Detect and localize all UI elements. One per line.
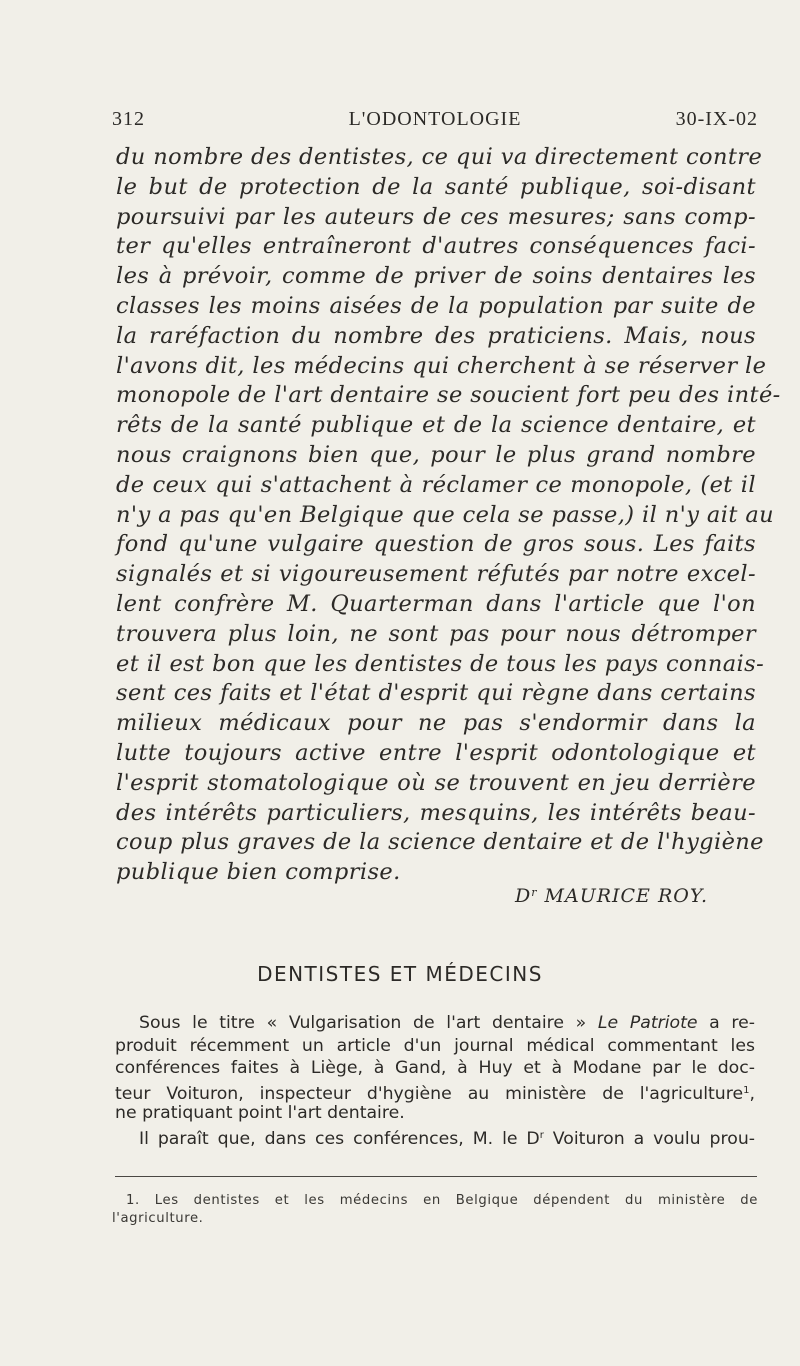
text-line <box>115 1125 755 1148</box>
footnote-divider <box>115 1176 757 1177</box>
text-line: lutte toujours active entre l'esprit odontologique et <box>116 739 756 766</box>
text-line: coup plus graves de la science dentaire et de l'hygiène <box>116 829 764 856</box>
text-line: n'y a pas qu'en Belgique que cela se passe,) il n'y ait au <box>116 501 775 528</box>
text-line: fond qu'une vulgaire question de gros sous. Les faits <box>116 531 756 558</box>
section-title: DENTISTES ET MÉDECINS <box>257 962 543 986</box>
body-paragraph <box>115 1012 755 1148</box>
text-line: lent confrère M. Quarterman dans l'article que l'on <box>116 590 756 617</box>
text-line: les à prévoir, comme de priver de soins dentaires les <box>116 263 756 290</box>
text-line: l'avons dit, les médecins qui cherchent à se réserver le <box>116 352 767 379</box>
journal-title: L'ODONTOLOGIE <box>348 108 522 130</box>
text-line: du nombre des dentistes, ce qui va directement contre <box>116 144 763 170</box>
text-line <box>115 1012 755 1035</box>
text-line: rêts de la santé publique et de la science dentaire, et <box>116 412 756 439</box>
text-line: monopole de l'art dentaire se soucient fort peu des inté- <box>116 382 781 409</box>
signature-prefix: D <box>514 885 532 907</box>
text-span: Voituron a voulu prou- <box>543 1128 756 1149</box>
footnote-line: l'agriculture. <box>112 1211 204 1226</box>
text-line: produit récemment un article d'un journal médical commentant les <box>115 1035 755 1056</box>
text-line: et il est bon que les dentistes de tous les pays connais- <box>116 650 765 677</box>
issue-date: 30-IX-02 <box>675 108 758 130</box>
text-line: milieux médicaux pour ne pas s'endormir dans la <box>116 710 756 737</box>
text-span: , <box>749 1083 755 1104</box>
text-line: sent ces faits et l'état d'esprit qui règne dans certains <box>116 680 756 707</box>
text-line: signalés et si vigoureusement réfutés par notre excel- <box>116 561 756 588</box>
text-line: de ceux qui s'attachent à réclamer ce monopole, (et il <box>116 471 756 498</box>
footnote-marker: 1 <box>743 1084 750 1096</box>
text-span: Sous le titre « Vulgarisation de l'art dentaire » <box>139 1013 598 1033</box>
page-number: 312 <box>112 108 145 130</box>
text-line: nous craignons bien que, pour le plus grand nombre <box>116 441 756 468</box>
text-line: ne pratiquant point l'art dentaire. <box>115 1103 405 1124</box>
text-span: teur Voituron, inspecteur d'hygiène au ministère de l'agriculture <box>115 1083 744 1104</box>
text-span: Il paraît que, dans ces conférences, M. le D <box>139 1128 540 1149</box>
author-signature <box>515 885 708 907</box>
text-line: poursuivi par les auteurs de ces mesures; sans comp- <box>116 203 756 230</box>
text-line: conférences faites à Liège, à Gand, à Huy et à Modane par le doc- <box>115 1058 755 1079</box>
text-line: des intérêts particuliers, mesquins, les intérêts beau- <box>116 799 756 826</box>
signature-name: MAURICE ROY. <box>537 885 708 907</box>
running-header <box>112 108 758 138</box>
text-line <box>115 1080 755 1103</box>
italic-paragraph <box>116 143 781 888</box>
footnote-line: 1. Les dentistes et les médecins en Belgique dépendent du ministère de <box>126 1193 758 1208</box>
text-superscript: r <box>539 1129 544 1141</box>
signature-superscript: r <box>531 886 538 899</box>
text-line: classes les moins aisées de la population par suite de <box>116 292 756 319</box>
text-line: trouvera plus loin, ne sont pas pour nous détromper <box>116 620 756 647</box>
text-line: la raréfaction du nombre des praticiens. Mais, nous <box>116 322 756 349</box>
text-line: publique bien comprise. <box>116 859 401 886</box>
text-line: ter qu'elles entraîneront d'autres conséquences faci- <box>116 233 756 260</box>
text-span: a re- <box>697 1013 755 1033</box>
newspaper-title: Le Patriote <box>597 1013 698 1033</box>
footnote <box>112 1192 758 1228</box>
text-line: le but de protection de la santé publique, soi-disant <box>116 173 756 200</box>
text-line: l'esprit stomatologique où se trouvent en jeu derrière <box>116 769 756 796</box>
